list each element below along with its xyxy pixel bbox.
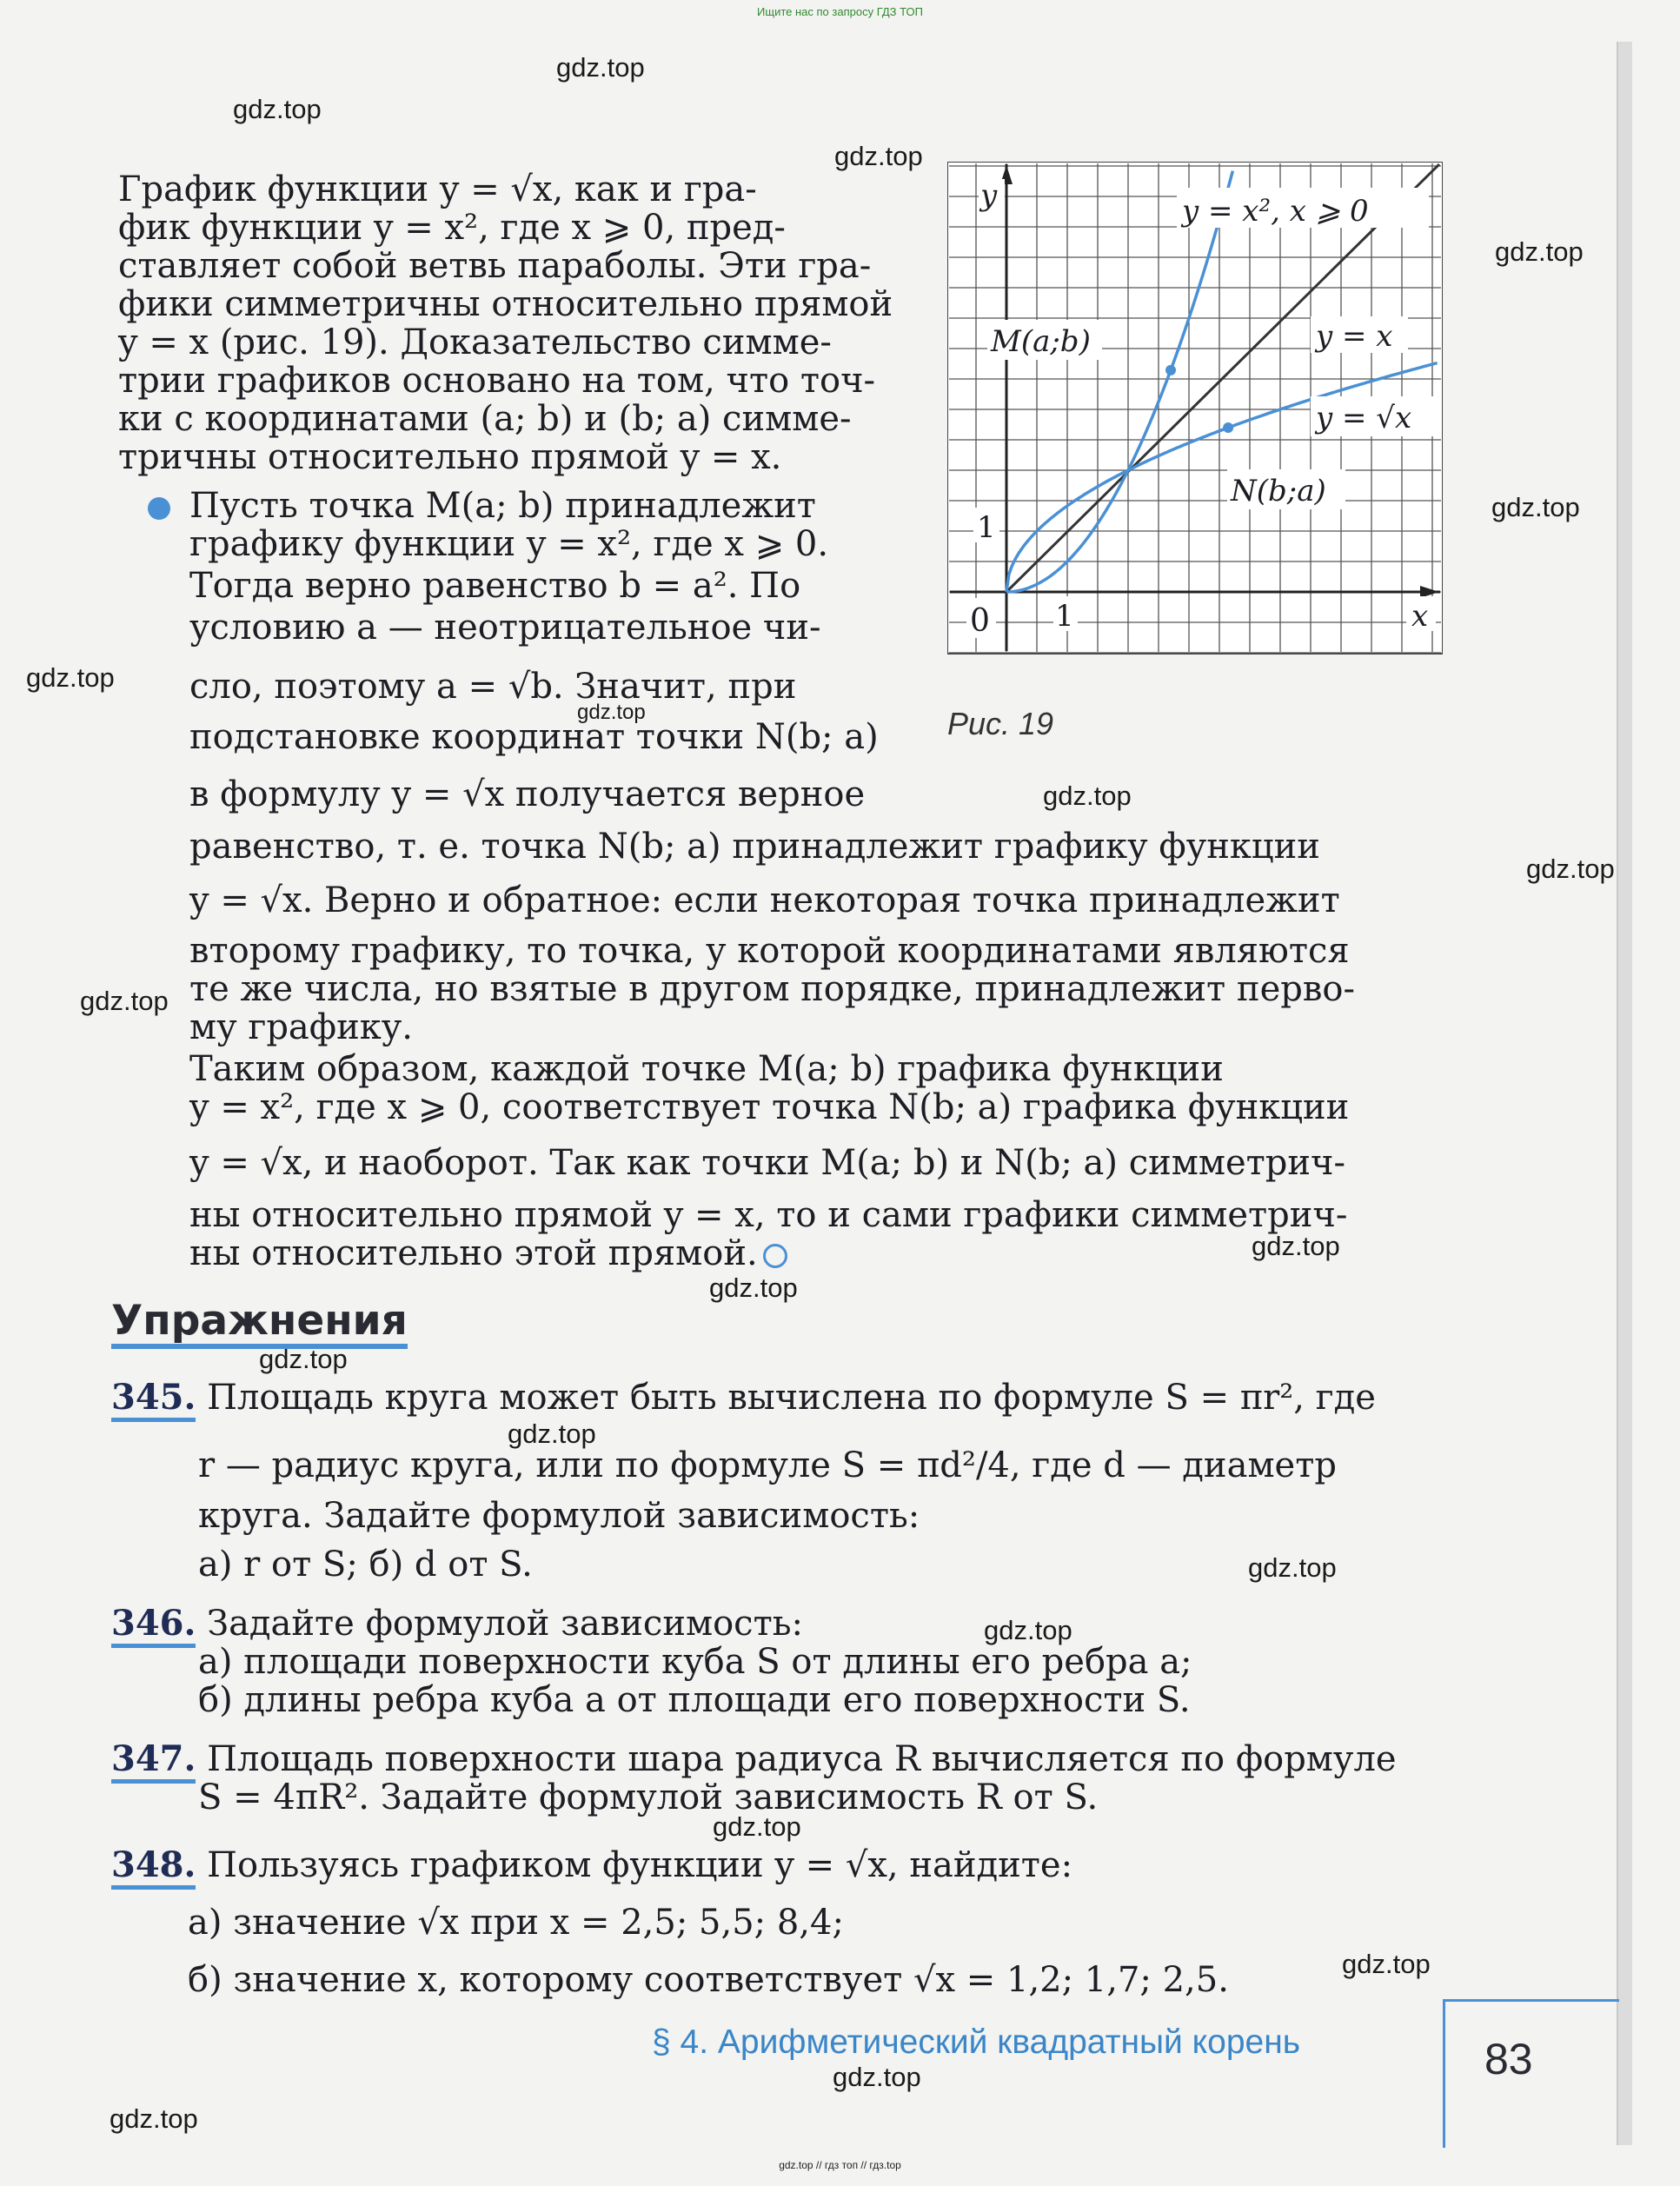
exercise-line: а) значение √x при x = 2,5; 5,5; 8,4; (188, 1903, 844, 1943)
watermark: gdz.top (834, 141, 923, 171)
point-N (1223, 422, 1233, 433)
watermark: gdz.top (833, 2062, 921, 2092)
watermark: gdz.top (709, 1272, 798, 1303)
proof-line: второму графику, то точка, у которой координатами являются (189, 931, 1350, 971)
intro-line: y = x (рис. 19). Доказательство симме- (118, 322, 832, 362)
exercise-text: Задайте формулой зависимость: (207, 1604, 803, 1644)
intro-line: тричны относительно прямой y = x. (118, 437, 782, 477)
parabola-label: y = x², x ⩾ 0 (1182, 194, 1369, 229)
proof-line: y = √x, и наоборот. Так как точки M(a; b) и N(b; a) симметрич- (189, 1143, 1346, 1183)
exercise-line: S = 4πR². Задайте формулой зависимость R от S. (198, 1777, 1099, 1817)
exercises-heading: Упражнения (111, 1299, 408, 1349)
origin-label: 0 (970, 603, 990, 639)
exercise-text: Пользуясь графиком функции y = √x, найдите: (207, 1845, 1073, 1885)
watermark: gdz.top (26, 662, 115, 693)
proof-line: в формулу y = √x получается верное (189, 774, 866, 814)
watermark: gdz.top (1043, 781, 1132, 811)
exercise-line: б) длины ребра куба a от площади его поверхности S. (198, 1680, 1191, 1720)
proof-line: Таким образом, каждой точке M(a; b) графика функции (189, 1049, 1224, 1089)
proof-line: равенство, т. е. точка N(b; a) принадлежит графику функции (189, 827, 1320, 867)
watermark: gdz.top (1526, 854, 1615, 884)
watermark: gdz.top (713, 1811, 801, 1842)
watermark: gdz.top (80, 986, 169, 1016)
watermark: gdz.top (1248, 1552, 1337, 1583)
proof-line: условию a — неотрицательное чи- (189, 608, 821, 648)
exercise-346 (111, 1605, 803, 1643)
exercise-348 (111, 1846, 1072, 1884)
proof-line: ны относительно прямой y = x, то и сами графики симметрич- (189, 1195, 1348, 1235)
exercise-number: 347. (111, 1738, 196, 1784)
proof-line: Тогда верно равенство b = a². По (189, 566, 801, 606)
exercise-line: а) r от S; б) d от S. (198, 1545, 533, 1585)
x-tick-one: 1 (1055, 599, 1074, 634)
exercise-text: Площадь поверхности шара радиуса R вычисляется по формуле (207, 1739, 1397, 1779)
proof-line: подстановке координат точки N(b; a) (189, 717, 879, 757)
watermark: gdz.top (984, 1615, 1072, 1645)
proof-line: те же числа, но взятые в другом порядке, принадлежит перво- (189, 969, 1355, 1009)
watermark: gdz.top (1342, 1949, 1431, 1979)
watermark: gdz.top (556, 52, 645, 83)
intro-line: фики симметричны относительно прямой (118, 284, 893, 324)
bottom-note: gdz.top // гдз топ // гдз.top (779, 2159, 901, 2171)
figure-caption: Рис. 19 (947, 706, 1054, 741)
top-note: Ищите нас по запросу ГДЗ ТОП (757, 5, 923, 18)
exercise-line: б) значение x, которому соответствует √x = 1,2; 1,7; 2,5. (188, 1960, 1229, 2000)
watermark: gdz.top (577, 701, 646, 724)
proof-line: y = √x. Верно и обратное: если некоторая точка принадлежит (189, 880, 1340, 920)
watermark: gdz.top (259, 1344, 348, 1374)
proof-line: Пусть точка M(a; b) принадлежит (189, 486, 816, 526)
exercise-line: r — радиус круга, или по формуле S = πd²/4, где d — диаметр (198, 1445, 1337, 1485)
watermark: gdz.top (1491, 492, 1580, 522)
point-M-label: M(a;b) (991, 324, 1091, 359)
exercise-347 (111, 1740, 1397, 1778)
proof-line: сло, поэтому a = √b. Значит, при (189, 667, 797, 707)
intro-line: ки с координатами (a; b) и (b; a) симме- (118, 399, 852, 439)
exercise-number: 345. (111, 1377, 196, 1422)
section-footer: § 4. Арифметический квадратный корень (652, 2023, 1301, 2061)
page-number: 83 (1484, 2035, 1533, 2083)
exercise-line: а) площади поверхности куба S от длины его ребра a; (198, 1642, 1192, 1682)
watermark: gdz.top (1495, 236, 1584, 267)
watermark: gdz.top (110, 2103, 198, 2134)
watermark: gdz.top (1252, 1231, 1340, 1261)
page-edge (1617, 42, 1632, 2145)
x-axis-label: x (1411, 599, 1429, 634)
proof-line (189, 1234, 787, 1272)
sqrt-label: y = √x (1316, 401, 1412, 435)
point-N-label: N(b;a) (1231, 474, 1326, 508)
point-M (1165, 365, 1176, 375)
exercise-line: круга. Задайте формулой зависимость: (198, 1496, 920, 1536)
line-label: y = x (1316, 319, 1393, 354)
exercise-345 (111, 1379, 1376, 1417)
watermark: gdz.top (508, 1419, 596, 1449)
proof-line: графику функции y = x², где x ⩾ 0. (189, 524, 829, 564)
intro-line: трии графиков основано на том, что точ- (118, 361, 876, 401)
y-tick-one: 1 (977, 510, 996, 545)
intro-line: фик функции y = x², где x ⩾ 0, пред- (118, 208, 786, 248)
proof-start-marker (148, 497, 170, 520)
intro-line: ставляет собой ветвь параболы. Эти гра- (118, 246, 872, 286)
exercise-number: 346. (111, 1603, 196, 1648)
watermark: gdz.top (233, 94, 322, 124)
y-axis-label: y (980, 178, 998, 213)
proof-line: му графику. (189, 1007, 413, 1047)
exercise-number: 348. (111, 1844, 196, 1890)
proof-end-marker (763, 1244, 787, 1268)
proof-line-text: ны относительно этой прямой. (189, 1233, 758, 1273)
exercise-text: Площадь круга может быть вычислена по формуле S = πr², где (207, 1378, 1376, 1418)
proof-line: y = x², где x ⩾ 0, соответствует точка N(b; a) графика функции (189, 1087, 1350, 1127)
figure-19-graph (947, 162, 1443, 657)
intro-line: График функции y = √x, как и гра- (118, 169, 757, 209)
